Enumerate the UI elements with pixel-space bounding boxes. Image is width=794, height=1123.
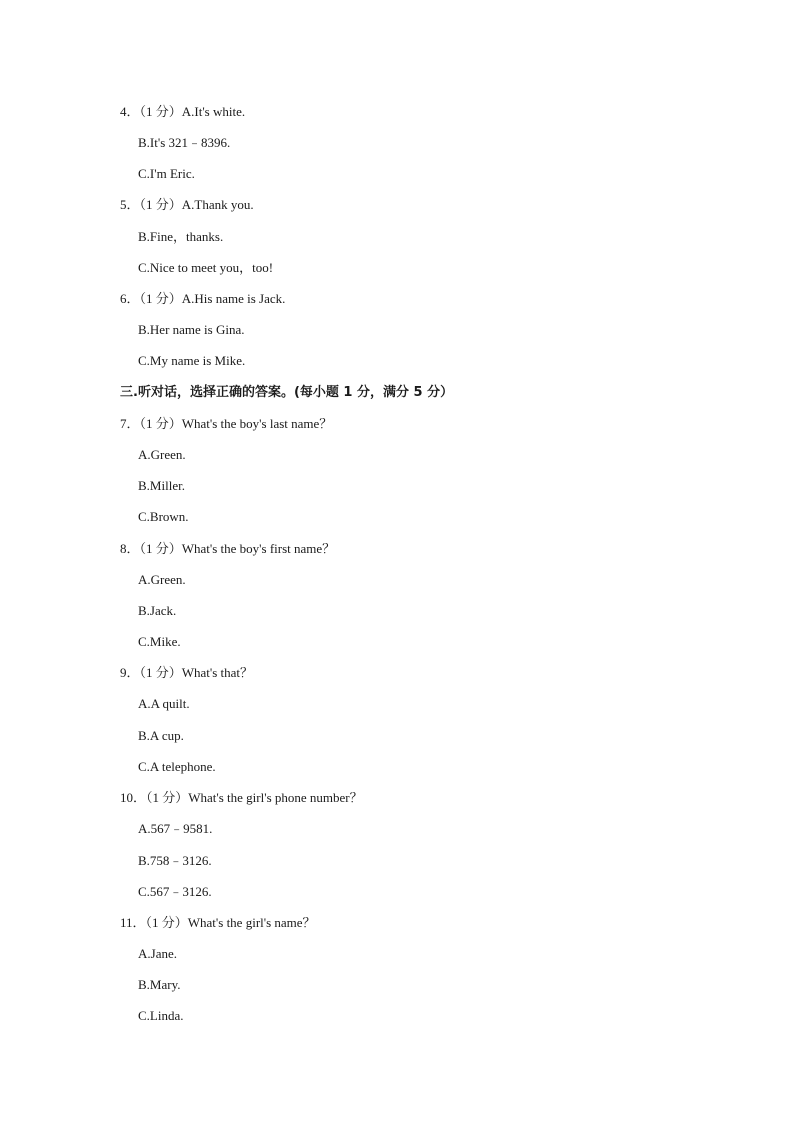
question-6-option-c: C.My name is Mike. [138,353,246,368]
question-9: 9．（1 分）What's that？ [120,665,254,680]
question-6: 6．（1 分）A.His name is Jack. [120,291,286,306]
question-6-option-b: B.Her name is Gina. [138,322,245,337]
section-3-heading: 三.听对话，选择正确的答案。(每小题 1 分，满分 5 分） [120,385,454,400]
question-11-option-b: B.Mary. [138,977,181,992]
question-5-option-c: C.Nice to meet you，too! [138,260,274,275]
question-8: 8．（1 分）What's the boy's first name？ [120,541,336,556]
question-7-option-a: A.Green. [138,447,186,462]
question-5: 5．（1 分）A.Thank you. [120,197,254,212]
question-4-option-c: C.I'm Eric. [138,166,195,181]
question-9-option-c: C.A telephone. [138,759,216,774]
question-9-option-b: B.A cup. [138,728,184,743]
question-4-option-b: B.It's 321﹣8396. [138,135,231,150]
question-5-option-b: B.Fine，thanks. [138,229,224,244]
question-10-option-a: A.567﹣9581. [138,821,213,836]
question-4: 4．（1 分）A.It's white. [120,104,246,119]
question-7-option-c: C.Brown. [138,509,189,524]
question-11: 11．（1 分）What's the girl's name？ [120,915,316,930]
question-8-option-b: B.Jack. [138,603,177,618]
question-8-option-a: A.Green. [138,572,186,587]
question-9-option-a: A.A quilt. [138,696,190,711]
question-10-option-b: B.758﹣3126. [138,853,212,868]
question-11-option-a: A.Jane. [138,946,177,961]
question-10-option-c: C.567﹣3126. [138,884,212,899]
question-11-option-c: C.Linda. [138,1008,184,1023]
question-10: 10．（1 分）What's the girl's phone number？ [120,790,363,805]
question-8-option-c: C.Mike. [138,634,181,649]
question-7-option-b: B.Miller. [138,478,185,493]
question-7: 7．（1 分）What's the boy's last name？ [120,416,333,431]
